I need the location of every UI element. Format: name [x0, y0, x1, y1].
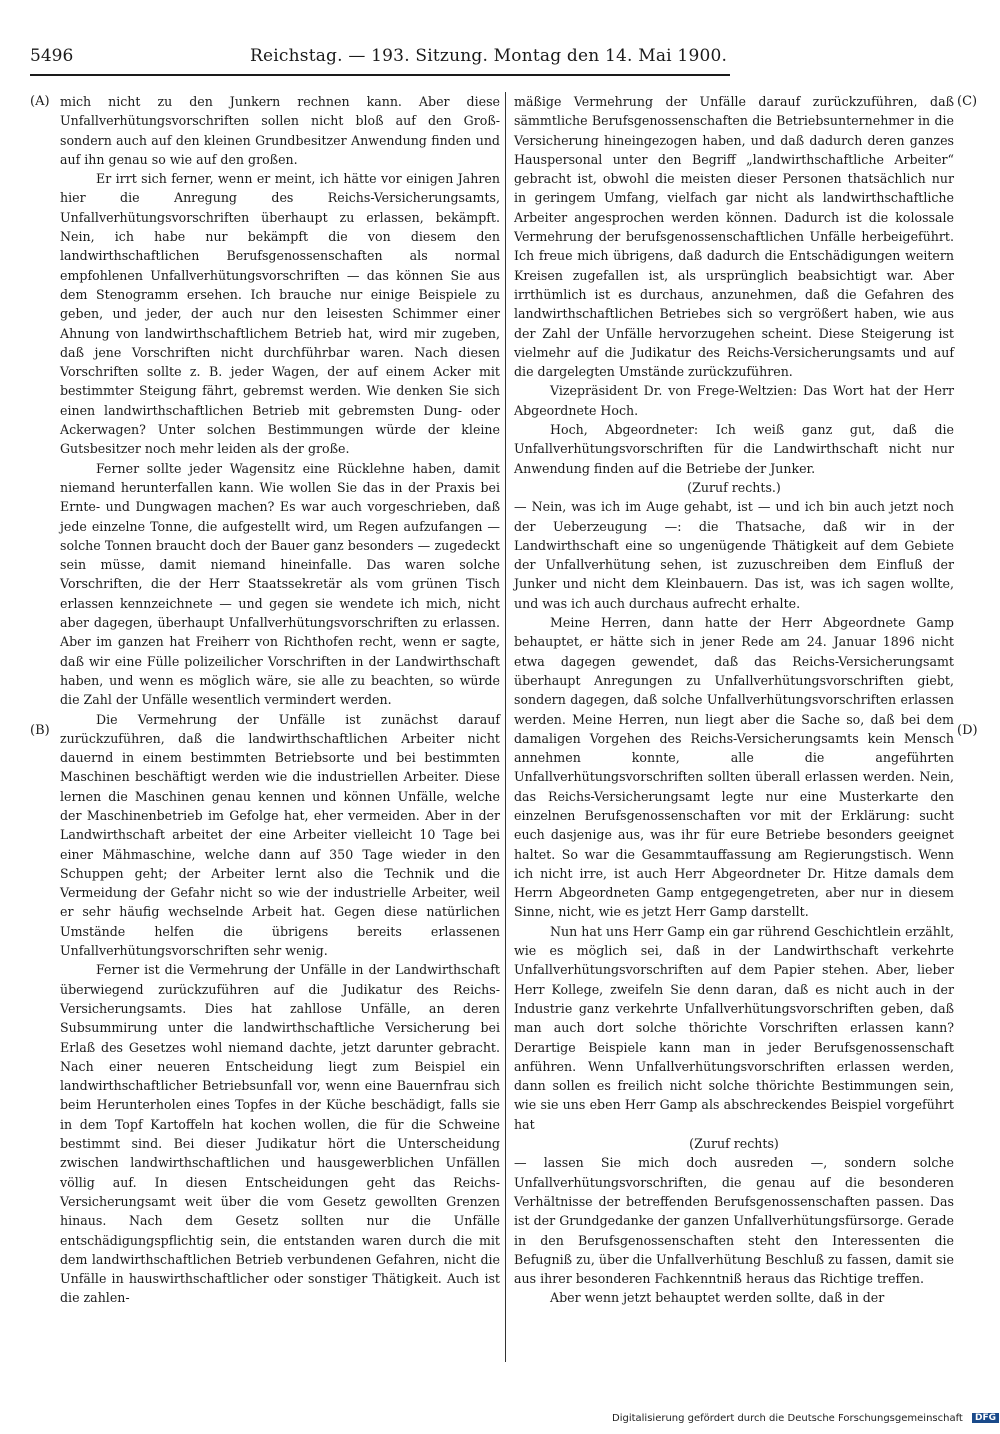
- credit-text: Digitalisierung gefördert durch die Deutsche Forschungsgemeinschaft: [612, 1413, 963, 1424]
- right-column: [514, 92, 954, 1308]
- paragraph: mäßige Vermehrung der Unfälle darauf zurückzuführen, daß sämmtliche Berufsgenossenschaften die Betriebsunternehmer in die Versicherung hineingezogen haben, und daß dadurch deren ganzes Hauspersonal unter den Begriff „landwirthschaftliche Arbeiter“ gebracht ist, obwohl die meisten dieser Personen thatsächlich nur in geringem Umfang, vielfach gar nicht als landwirthschaftliche Arbeiter angesprochen werden können. Dadurch ist die kolossale Vermehrung der berufsgenossenschaftlichen Unfälle herbeigeführt. Ich freue mich übrigens, daß dadurch die Entschädigungen weitern Kreisen zugefallen ist, als ursprünglich beabsichtigt war. Aber irrthümlich ist es durchaus, anzunehmen, daß die Gefahren des landwirthschaftlichen Betriebes sich so vergrößert haben, wie aus der Zahl der Unfälle hervorzugehen scheint. Diese Steigerung ist vielmehr auf die Judikatur des Reichs-Versicherungsamts und auf die dargelegten Umstände zurückzuführen.: [514, 94, 954, 380]
- digitization-credit: [612, 1413, 999, 1424]
- paragraph: Meine Herren, dann hatte der Herr Abgeordnete Gamp behauptet, er hätte sich in jener Rede am 24. Januar 1896 nicht etwa dagegen gewendet, daß das Reichs-Versicherungsamt überhaupt Anregungen zu Unfallverhütungsvorschriften giebt, sondern dagegen, daß solche Unfallverhütungsvorschriften erlassen werden. Meine Herren, nun liegt aber die Sache so, daß bei dem damaligen Vorgehen des Reichs-Versicherungsamts kein Mensch annehmen konnte, alle die angeführten Unfallverhütungsvorschriften sollten überall erlassen werden. Nein, das Reichs-Versicherungsamt legte nur eine Musterkarte den einzelnen Berufsgenossenschaften vor mit der Erklärung: sucht euch dasjenige aus, was ihr für eure Betriebe besonders geeignet haltet. So war die Gesammtauffassung am Regierungstisch. Wenn ich nicht irre, ist auch Herr Abgeordneter Dr. Hitze damals dem Herrn Abgeordneten Gamp entgegengetreten, aber nur in diesem Sinne, nicht, wie es jetzt Herr Gamp darstellt.: [514, 615, 954, 920]
- paragraph: Nun hat uns Herr Gamp ein gar rührend Geschichtlein erzählt, wie es möglich sei, daß in der Landwirthschaft verkehrte Unfallverhütungsvorschriften auf dem Papier stehen. Aber, lieber Herr Kollege, zweifeln Sie denn daran, daß es nicht auch in der Industrie ganz verkehrte Unfallverhütungsvorschriften geben, daß man auch dort solche thörichte Vorschriften erlassen kann? Derartige Beispiele kann man in jeder Berufsgenossenschaft anführen. Wenn Unfallverhütungsvorschriften erlassen werden, dann sollen es freilich nicht solche thörichte Bestimmungen sein, wie sie uns eben Herr Gamp als abschreckendes Beispiel vorgeführt hat: [514, 923, 954, 1132]
- speaker-paragraph: Hoch, Abgeordneter: Ich weiß ganz gut, daß die Unfallverhütungsvorschriften für die Landwirthschaft nicht nur Anwendung finden auf die Betriebe der Junker.: [514, 422, 954, 476]
- paragraph: Die Vermehrung der Unfälle ist zunächst darauf zurückzuführen, daß die landwirthschaftlichen Arbeiter nicht dauernd in einem bestimmten Betriebsorte und bei bestimmten Maschinen beschäftigt werden wie die industriellen Arbeiter. Diese lernen die Maschinen genau kennen und können Unfälle, welche der Maschinenbetrieb im Gefolge hat, eher vermeiden. Aber in der Landwirthschaft arbeitet der eine Arbeiter vielleicht 10 Tage bei einer Mähmaschine, welche dann auf 350 Tage wieder in den Schuppen geht; der Arbeiter lernt also die Technik und die Vermeidung der Gefahr nicht so wie der industrielle Arbeiter, weil er sehr häufig wechselnde Arbeit hat. Gegen diese natürlichen Umstände helfen die übrigens bereits erlassenen Unfallverhütungsvorschriften sehr wenig.: [60, 711, 500, 959]
- paragraph: — Nein, was ich im Auge gehabt, ist — und ich bin auch jetzt noch der Ueberzeugung —: die Thatsache, daß wir in der Landwirthschaft eine so ungenügende Thätigkeit auf dem Gebiete der Unfallverhütung sehen, ist zuzuschreiben dem Einfluß der Junker und nicht dem Kleinbauern. Das ist, was ich sagen wollte, und was ich auch durchaus aufrecht erhalte.: [514, 499, 954, 611]
- margin-marker-b: (B): [30, 723, 50, 738]
- page-header: [30, 46, 730, 74]
- column-divider: [505, 92, 506, 1362]
- margin-marker-c: (C): [957, 94, 978, 109]
- dfg-logo-icon: DFG: [972, 1413, 999, 1423]
- page-number: 5496: [30, 46, 74, 66]
- margin-marker-a: (A): [30, 94, 50, 109]
- interjection: (Zuruf rechts.): [687, 479, 781, 495]
- paragraph: Ferner sollte jeder Wagensitz eine Rücklehne haben, damit niemand herunterfallen kann. Wie wollen Sie das in der Praxis bei Ernte- und Dungwagen machen? Es war auch vorgeschrieben, daß jede einzelne Tonne, die aufgestellt wird, um Regen aufzufangen — solche Tonnen braucht doch der Bauer ganz besonders — zugedeckt sein müsse, damit niemand hineinfalle. Das waren solche Vorschriften, die der Herr Staatssekretär als vom grünen Tisch erlassen kennzeichnete — und gegen sie wendete ich mich, nicht aber dagegen, überhaupt Unfallverhütungsvorschriften zu erlassen. Aber im ganzen hat Freiherr von Richthofen recht, wenn er sagte, daß wir eine Fülle polizeilicher Vorschriften in der Landwirthschaft haben, und wenn es möglich wäre, sie alle zu beachten, so würde die Zahl der Unfälle wesentlich vermindert werden.: [60, 460, 500, 708]
- paragraph: Er irrt sich ferner, wenn er meint, ich hätte vor einigen Jahren hier die Anregung des Reichs-Versicherungsamts, Unfallverhütungsvorschriften überhaupt zu erlassen, bekämpft. Nein, ich habe nur bekämpft die von diesem den landwirthschaftlichen Berufsgenossenschaften als normal empfohlenen Unfallverhütungsvorschriften — das können Sie aus dem Stenogramm ersehen. Ich brauche nur einige Beispiele zu geben, und jeder, der auch nur den leisesten Schimmer einer Ahnung von landwirthschaftlichem Betrieb hat, wird mir zugeben, daß jene Vorschriften nicht durchführbar waren. Nach diesen Vorschriften sollte z. B. jeder Wagen, der auf einem Acker mit bestimmter Steigung fährt, gebremst werden. Wie denken Sie sich einen landwirthschaftlichen Betrieb mit gebremsten Dung- oder Ackerwagen? Unter solchen Bestimmungen würde der kleine Gutsbesitzer noch mehr leiden als der große.: [60, 171, 500, 457]
- paragraph: Aber wenn jetzt behauptet werden sollte, daß in der: [550, 1290, 885, 1306]
- paragraph: mich nicht zu den Junkern rechnen kann. Aber diese Unfallverhütungsvorschriften sollen nicht bloß auf den Groß- sondern auch auf den kleinen Grundbesitzer Anwendung finden und auf ihn genau so wie auf den großen.: [60, 94, 500, 167]
- header-rule: [30, 74, 730, 76]
- speaker-paragraph: Vizepräsident Dr. von Frege-Weltzien: Das Wort hat der Herr Abgeordnete Hoch.: [514, 383, 954, 418]
- interjection: (Zuruf rechts): [689, 1136, 779, 1152]
- paragraph: Ferner ist die Vermehrung der Unfälle in der Landwirthschaft überwiegend zurückzuführen auf die Judikatur des Reichs-Versicherungsamts. Dies hat zahllose Unfälle, an deren Subsummirung unter die landwirthschaftliche Versicherung bei Erlaß des Gesetzes wohl niemand dachte, jetzt darunter gebracht. Nach einer neueren Entscheidung liegt zum Beispiel ein landwirthschaftlicher Betriebsunfall vor, wenn eine Bauernfrau sich beim Herunterholen eines Topfes in der Küche beschädigt, falls sie in dem Topf Kartoffeln hat kochen wollen, die für die Schweine bestimmt sind. Bei dieser Judikatur hört die Unterscheidung zwischen landwirthschaftlichen und hausgewerblichen Unfällen völlig auf. In diesen Entscheidungen geht das Reichs-Versicherungsamt weit über die vom Gesetz gewollten Grenzen hinaus. Nach dem Gesetz sollten nur die Unfälle entschädigungspflichtig sein, die entstanden waren durch die mit dem landwirthschaftlichen Betrieb verbundenen Gefahren, nicht die Unfälle in hauswirthschaftlicher oder sonstiger Thätigkeit. Auch ist die zahlen-: [60, 962, 500, 1306]
- margin-marker-d: (D): [957, 723, 978, 738]
- paragraph: — lassen Sie mich doch ausreden —, sondern solche Unfallverhütungsvorschriften, die genau auf die besonderen Verhältnisse der betreffenden Berufsgenossenschaften passen. Das ist der Grundgedanke der ganzen Unfallverhütungsfürsorge. Gerade in den Berufsgenossenschaften steht den Interessenten die Befugniß zu, über die Unfallverhütung Beschluß zu fassen, damit sie aus ihrer besonderen Fachkenntniß heraus das Richtige treffen.: [514, 1155, 955, 1287]
- running-title: Reichstag. — 193. Sitzung. Montag den 14. Mai 1900.: [250, 46, 728, 66]
- left-column: [60, 92, 500, 1308]
